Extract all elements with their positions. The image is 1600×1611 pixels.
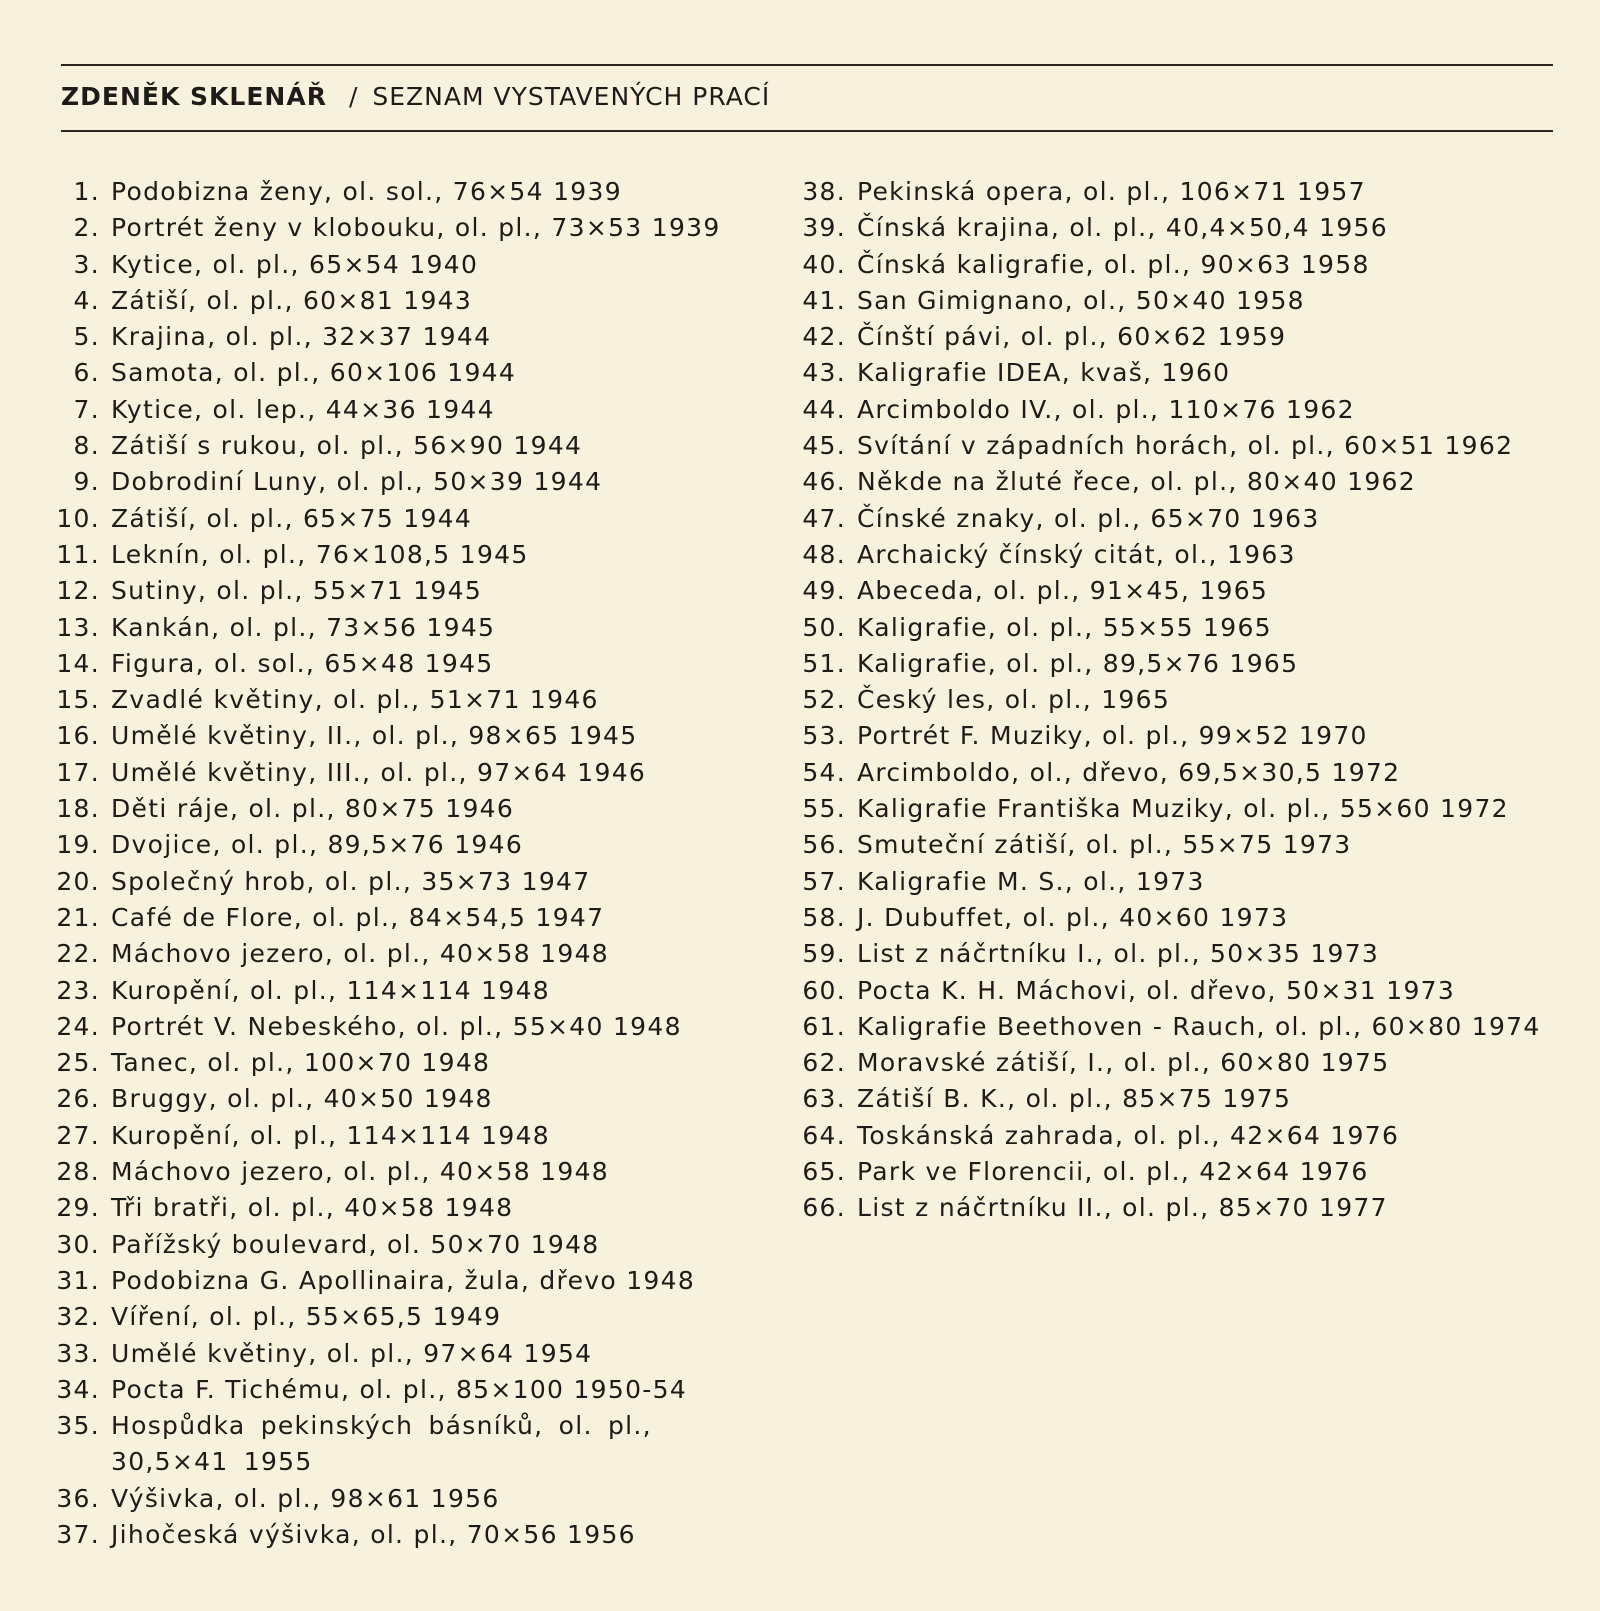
work-description: Pařížský boulevard, ol. 50×70 1948 [111,1229,600,1259]
work-description: Samota, ol. pl., 60×106 1944 [111,358,517,388]
work-number: 42. [802,322,846,352]
work-description: Kaligrafie, ol. pl., 89,5×76 1965 [857,648,1299,678]
work-list-item [40,1081,800,1117]
work-list-item [40,1154,800,1190]
work-number: 64. [802,1120,846,1150]
work-number: 34. [56,1374,100,1404]
work-number: 30. [56,1229,100,1259]
work-description: Kuropění, ol. pl., 114×114 1948 [111,975,550,1005]
work-number: 63. [802,1084,846,1114]
work-number: 39. [802,213,846,243]
work-number: 32. [56,1302,100,1332]
work-list-item [40,1045,800,1081]
work-number: 60. [802,975,846,1005]
work-list-item [40,718,800,754]
work-list-item [786,1118,1566,1154]
work-number: 35. [56,1411,100,1441]
work-list-item [786,210,1566,246]
work-number: 45. [802,431,846,461]
work-number: 59. [802,939,846,969]
work-list-item [40,428,800,464]
work-number: 53. [802,721,846,751]
work-number: 18. [56,794,100,824]
work-description: Kaligrafie M. S., ol., 1973 [857,866,1205,896]
work-description: Portrét ženy v klobouku, ol. pl., 73×53 1939 [111,213,721,243]
work-description: Archaický čínský citát, ol., 1963 [857,539,1296,569]
work-list-item [40,355,800,391]
work-description: Zátiší B. K., ol. pl., 85×75 1975 [857,1084,1292,1114]
work-number: 57. [802,866,846,896]
work-number: 20. [56,866,100,896]
work-list-item [40,283,800,319]
work-description: Figura, ol. sol., 65×48 1945 [111,648,494,678]
work-description: Kytice, ol. lep., 44×36 1944 [111,394,495,424]
work-number: 14. [56,648,100,678]
work-description: J. Dubuffet, ol. pl., 40×60 1973 [857,902,1289,932]
work-description: Moravské zátiší, I., ol. pl., 60×80 1975 [857,1048,1390,1078]
work-list-item [40,864,800,900]
page-header [61,82,770,111]
work-list-item [40,610,800,646]
work-description: Tři bratři, ol. pl., 40×58 1948 [111,1193,514,1223]
work-list-item [786,610,1566,646]
work-list-item [40,1481,800,1517]
work-description: Arcimboldo, ol., dřevo, 69,5×30,5 1972 [857,757,1401,787]
work-description: Kaligrafie, ol. pl., 55×55 1965 [857,612,1272,642]
work-description: Umělé květiny, ol. pl., 97×64 1954 [111,1338,593,1368]
work-list-item [40,210,800,246]
work-number: 50. [802,612,846,642]
work-list-item [786,973,1566,1009]
work-description: Dobrodiní Luny, ol. pl., 50×39 1944 [111,467,603,497]
work-description: Portrét V. Nebeského, ol. pl., 55×40 1948 [111,1011,682,1041]
work-description: Kaligrafie IDEA, kvaš, 1960 [857,358,1231,388]
work-description: San Gimignano, ol., 50×40 1958 [857,285,1305,315]
work-list-item [786,755,1566,791]
work-list-item [786,900,1566,936]
work-description: Krajina, ol. pl., 32×37 1944 [111,322,492,352]
work-number: 25. [56,1048,100,1078]
works-list-right-column [786,174,1566,1227]
work-description: Svítání v západních horách, ol. pl., 60×51 1962 [857,431,1514,461]
work-number: 28. [56,1157,100,1187]
work-description: Café de Flore, ol. pl., 84×54,5 1947 [111,902,605,932]
work-description: Děti ráje, ol. pl., 80×75 1946 [111,794,515,824]
work-number: 5. [73,322,100,352]
work-list-item [786,428,1566,464]
work-list-item [40,1517,800,1553]
work-list-item [786,392,1566,428]
work-description: List z náčrtníku II., ol. pl., 85×70 1977 [857,1193,1388,1223]
work-description: Tanec, ol. pl., 100×70 1948 [111,1048,491,1078]
work-list-item [40,827,800,863]
work-description: Zátiší, ol. pl., 60×81 1943 [111,285,473,315]
work-number: 27. [56,1120,100,1150]
work-list-item [40,791,800,827]
work-list-item [40,319,800,355]
work-description: Čínská krajina, ol. pl., 40,4×50,4 1956 [857,213,1388,243]
work-number: 43. [802,358,846,388]
work-number: 8. [73,431,100,461]
work-number: 62. [802,1048,846,1078]
work-number: 19. [56,830,100,860]
work-list-item [786,283,1566,319]
work-description: Hospůdka pekinských básníků, ol. pl., 30,5×41 1955 [111,1411,652,1477]
work-list-item [40,646,800,682]
work-list-item [40,464,800,500]
work-list-item [40,973,800,1009]
work-description: Dvojice, ol. pl., 89,5×76 1946 [111,830,524,860]
work-description: Máchovo jezero, ol. pl., 40×58 1948 [111,1157,609,1187]
work-description: Park ve Florencii, ol. pl., 42×64 1976 [857,1157,1369,1187]
work-description: Zátiší s rukou, ol. pl., 56×90 1944 [111,431,583,461]
work-list-item [786,1009,1566,1045]
work-number: 2. [73,213,100,243]
work-list-item [786,573,1566,609]
work-number: 21. [56,902,100,932]
work-list-item [40,1009,800,1045]
work-list-item [786,1190,1566,1226]
work-description: Abeceda, ol. pl., 91×45, 1965 [857,576,1269,606]
artist-name: ZDENĚK SKLENÁŘ [61,82,327,111]
work-description: Portrét F. Muziky, ol. pl., 99×52 1970 [857,721,1368,751]
work-list-item [786,718,1566,754]
work-list-item [40,1263,800,1299]
work-number: 55. [802,794,846,824]
work-description: Český les, ol. pl., 1965 [857,685,1171,715]
work-list-item [40,1190,800,1226]
work-list-item [786,791,1566,827]
work-number: 9. [73,467,100,497]
works-list-left-column [40,174,800,1553]
work-list-item [786,646,1566,682]
work-description: Víření, ol. pl., 55×65,5 1949 [111,1302,502,1332]
work-list-item [786,319,1566,355]
work-description: Máchovo jezero, ol. pl., 40×58 1948 [111,939,609,969]
work-list-item [40,1372,800,1408]
work-description: Společný hrob, ol. pl., 35×73 1947 [111,866,591,896]
work-number: 40. [802,249,846,279]
work-number: 46. [802,467,846,497]
work-number: 33. [56,1338,100,1368]
work-list-item [40,247,800,283]
work-description: Jihočeská výšivka, ol. pl., 70×56 1956 [111,1519,636,1549]
work-description: Smuteční zátiší, ol. pl., 55×75 1973 [857,830,1352,860]
work-list-item [786,864,1566,900]
work-description: Kaligrafie Beethoven - Rauch, ol. pl., 60×80 1974 [857,1011,1541,1041]
work-description: Umělé květiny, III., ol. pl., 97×64 1946 [111,757,647,787]
work-description: Někde na žluté řece, ol. pl., 80×40 1962 [857,467,1416,497]
work-number: 61. [802,1011,846,1041]
work-description: Čínští pávi, ol. pl., 60×62 1959 [857,322,1287,352]
work-number: 29. [56,1193,100,1223]
work-number: 31. [56,1265,100,1295]
work-number: 38. [802,177,846,206]
work-number: 58. [802,902,846,932]
work-number: 51. [802,648,846,678]
work-description: Leknín, ol. pl., 76×108,5 1945 [111,539,529,569]
work-description: Arcimboldo IV., ol. pl., 110×76 1962 [857,394,1355,424]
work-number: 36. [56,1483,100,1513]
work-list-item [40,174,800,210]
work-list-item [40,1408,800,1481]
work-description: Pocta K. H. Máchovi, ol. dřevo, 50×31 1973 [857,975,1456,1005]
work-list-item [786,355,1566,391]
work-number: 3. [73,249,100,279]
work-list-item [786,1154,1566,1190]
work-number: 15. [56,685,100,715]
work-description: Kankán, ol. pl., 73×56 1945 [111,612,496,642]
work-number: 11. [56,539,100,569]
work-number: 23. [56,975,100,1005]
work-description: Čínská kaligrafie, ol. pl., 90×63 1958 [857,249,1370,279]
work-list-item [40,682,800,718]
work-list-item [40,1336,800,1372]
work-number: 24. [56,1011,100,1041]
work-number: 56. [802,830,846,860]
header-top-rule [61,64,1553,66]
work-description: Zvadlé květiny, ol. pl., 51×71 1946 [111,685,599,715]
work-description: Zátiší, ol. pl., 65×75 1944 [111,503,473,533]
work-list-item [786,936,1566,972]
work-description: Výšivka, ol. pl., 98×61 1956 [111,1483,500,1513]
work-list-item [40,1299,800,1335]
work-description: Kytice, ol. pl., 65×54 1940 [111,249,479,279]
work-description: Podobizna ženy, ol. sol., 76×54 1939 [111,177,622,206]
work-description: List z náčrtníku I., ol. pl., 50×35 1973 [857,939,1380,969]
work-list-item [786,247,1566,283]
work-list-item [40,501,800,537]
work-list-item [40,900,800,936]
work-number: 10. [56,503,100,533]
work-list-item [40,573,800,609]
work-number: 22. [56,939,100,969]
work-list-item [40,392,800,428]
work-number: 26. [56,1084,100,1114]
work-number: 12. [56,576,100,606]
work-list-item [786,682,1566,718]
work-number: 37. [56,1519,100,1549]
work-list-item [40,936,800,972]
work-list-item [40,537,800,573]
work-number: 65. [802,1157,846,1187]
work-list-item [786,1045,1566,1081]
work-list-item [786,464,1566,500]
work-number: 6. [73,358,100,388]
work-number: 49. [802,576,846,606]
work-description: Čínské znaky, ol. pl., 65×70 1963 [857,503,1320,533]
work-list-item [40,1118,800,1154]
header-separator: / [348,82,359,111]
work-number: 66. [802,1193,846,1223]
work-description: Kaligrafie Františka Muziky, ol. pl., 55×60 1972 [857,794,1509,824]
work-description: Pocta F. Tichému, ol. pl., 85×100 1950-54 [111,1374,688,1404]
work-list-item [786,1081,1566,1117]
work-list-item [40,1227,800,1263]
work-list-item [786,501,1566,537]
work-description: Podobizna G. Apollinaira, žula, dřevo 1948 [111,1265,696,1295]
work-number: 47. [802,503,846,533]
header-bottom-rule [61,130,1553,132]
work-list-item [786,827,1566,863]
work-description: Kuropění, ol. pl., 114×114 1948 [111,1120,550,1150]
work-number: 54. [802,757,846,787]
work-description: Pekinská opera, ol. pl., 106×71 1957 [857,177,1366,206]
work-number: 13. [56,612,100,642]
work-number: 7. [73,394,100,424]
work-description: Bruggy, ol. pl., 40×50 1948 [111,1084,493,1114]
work-list-item [786,174,1566,210]
work-list-item [786,537,1566,573]
page-title: SEZNAM VYSTAVENÝCH PRACÍ [372,82,771,111]
work-description: Sutiny, ol. pl., 55×71 1945 [111,576,483,606]
work-number: 16. [56,721,100,751]
work-number: 4. [73,285,100,315]
work-number: 41. [802,285,846,315]
work-number: 1. [73,177,100,206]
work-number: 48. [802,539,846,569]
work-number: 52. [802,685,846,715]
work-number: 44. [802,394,846,424]
work-description: Toskánská zahrada, ol. pl., 42×64 1976 [857,1120,1400,1150]
work-number: 17. [56,757,100,787]
work-description: Umělé květiny, II., ol. pl., 98×65 1945 [111,721,638,751]
work-list-item [40,755,800,791]
